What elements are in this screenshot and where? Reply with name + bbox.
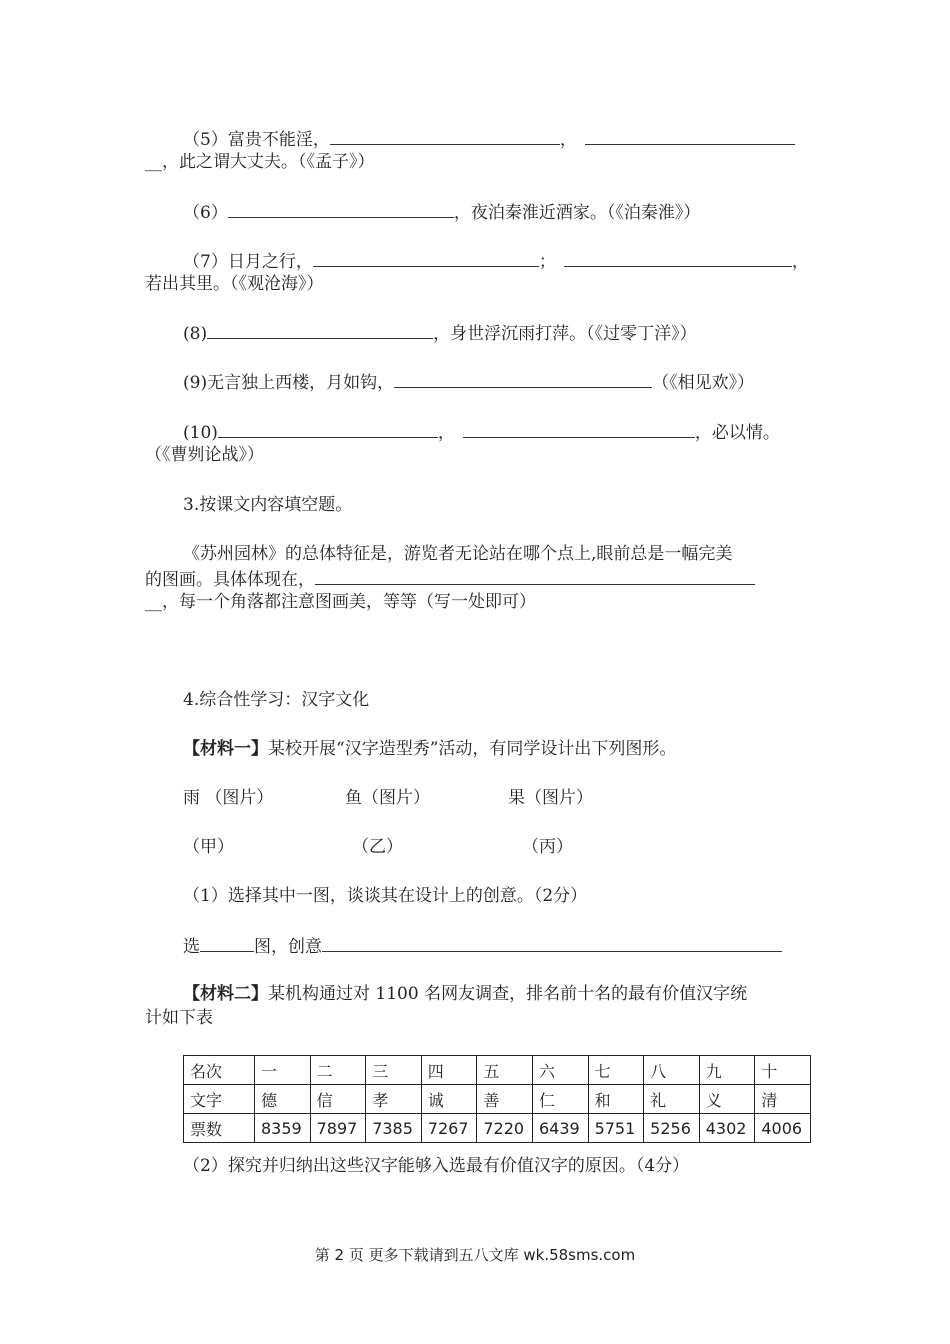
q7-blank-1[interactable] (313, 248, 539, 267)
answer-idea-label: 图，创意 (254, 937, 322, 957)
q6-line (183, 199, 700, 225)
table-cell: 一 (255, 1056, 311, 1085)
table-cell: 7897 (310, 1114, 366, 1143)
table-cell: 5751 (588, 1114, 644, 1143)
row-header: 名次 (184, 1056, 255, 1085)
q6-suffix: ，夜泊秦淮近酒家。（《泊秦淮》） (453, 203, 701, 223)
table-cell: 4302 (699, 1114, 755, 1143)
table-cell: 二 (310, 1056, 366, 1085)
pic-guo-fruit: 果（图片） (508, 788, 593, 808)
q9-prefix: (9)无言独上西楼，月如钩， (183, 373, 395, 393)
table-cell: 礼 (644, 1085, 700, 1114)
table-cell: 德 (255, 1085, 311, 1114)
q7-end: ， (791, 252, 809, 272)
section3-line3-blank: __ (145, 592, 162, 612)
q5-cont-blank: __ (145, 152, 162, 172)
pic-label-jia: （甲） (183, 837, 234, 857)
table-cell: 7385 (366, 1114, 422, 1143)
q10-prefix: (10) (183, 423, 218, 443)
material2-line2: 计如下表 (145, 1008, 213, 1028)
q5-prefix: （5）富贵不能淫， (183, 130, 330, 150)
q7-prefix: （7）日月之行， (183, 252, 313, 272)
section3-line2 (145, 566, 755, 592)
q10-blank-2[interactable] (463, 419, 695, 438)
table-cell: 四 (421, 1056, 477, 1085)
question-1: （1）选择其中一图，谈谈其在设计上的创意。（2分） (183, 886, 588, 906)
table-cell: 七 (588, 1056, 644, 1085)
table-cell: 诚 (421, 1085, 477, 1114)
q5-blank-2[interactable] (585, 126, 795, 145)
q7-cont: 若出其里。（《观沧海》） (145, 274, 324, 294)
section3-line2-prefix: 的图画。具体体现在， (145, 570, 315, 590)
row-header: 文字 (184, 1085, 255, 1114)
table-cell: 义 (699, 1085, 755, 1114)
table-cell: 7267 (421, 1114, 477, 1143)
q5-line2 (145, 150, 375, 174)
top-ten-characters-table (183, 1055, 811, 1143)
q10-cont: （《曹刿论战》） (145, 445, 264, 465)
q8-line (183, 320, 697, 346)
q8-blank[interactable] (207, 320, 433, 339)
table-cell: 九 (699, 1056, 755, 1085)
table-cell: 信 (310, 1085, 366, 1114)
table-cell: 8359 (255, 1114, 311, 1143)
q10-comma: ， (437, 423, 455, 443)
q10-blank-1[interactable] (218, 419, 438, 438)
q10-suffix: ，必以情。 (694, 423, 780, 443)
table-cell: 孝 (366, 1085, 422, 1114)
question-2: （2）探究并归纳出这些汉字能够入选最有价值汉字的原因。（4分） (183, 1156, 690, 1176)
q9-suffix: （《相见欢》） (652, 373, 755, 393)
q7-semicolon: ； (538, 252, 556, 272)
q7-line2 (145, 272, 324, 296)
q10-line2 (145, 443, 264, 467)
q5-line1 (183, 126, 795, 152)
q5-comma: ， (559, 130, 577, 150)
question-1-answer (183, 933, 782, 959)
pic-yu-fish: 鱼（图片） (345, 788, 430, 808)
table-row (184, 1114, 811, 1143)
pic-yu-rain: 雨 （图片） (183, 788, 274, 808)
table-cell: 八 (644, 1056, 700, 1085)
table-cell: 7220 (477, 1114, 533, 1143)
q6-prefix: （6） (183, 203, 228, 223)
q8-prefix: (8) (183, 324, 208, 344)
table-cell: 十 (755, 1056, 811, 1085)
answer-idea-blank[interactable] (322, 933, 782, 952)
table-cell: 六 (532, 1056, 588, 1085)
q10-line1 (183, 419, 780, 445)
q8-suffix: ，身世浮沉雨打萍。（《过零丁洋》） (433, 324, 697, 344)
material2-label: 【材料二】 (183, 984, 268, 1004)
material2-text: 某机构通过对 1100 名网友调查，排名前十名的最有价值汉字统 (268, 984, 748, 1004)
material1 (183, 737, 676, 761)
table-cell: 5256 (644, 1114, 700, 1143)
table-cell: 三 (366, 1056, 422, 1085)
pic-label-yi: （乙） (352, 837, 403, 857)
q7-line1 (183, 248, 809, 274)
table-cell: 清 (755, 1085, 811, 1114)
answer-figure-blank[interactable] (200, 933, 254, 952)
table-row (184, 1056, 811, 1085)
page-footer: 第 2 页 更多下载请到五八文库 wk.58sms.com (314, 1246, 636, 1264)
material1-text: 某校开展“汉字造型秀”活动，有同学设计出下列图形。 (268, 739, 677, 759)
section3-title: 3.按课文内容填空题。 (183, 495, 353, 515)
q9-line (183, 369, 754, 395)
section3-line3-text: ，每一个角落都注意图画美，等等（写一处即可） (162, 592, 536, 612)
q5-cont: ，此之谓大丈夫。（《孟子》） (162, 152, 375, 172)
table-cell: 和 (588, 1085, 644, 1114)
material2-line1 (183, 982, 747, 1006)
table-cell: 仁 (532, 1085, 588, 1114)
section3-blank[interactable] (315, 566, 755, 585)
section3-line3 (145, 590, 536, 614)
table-cell: 五 (477, 1056, 533, 1085)
table-row (184, 1085, 811, 1114)
row-header: 票数 (184, 1114, 255, 1143)
q5-blank-1[interactable] (330, 126, 560, 145)
q9-blank[interactable] (394, 369, 652, 388)
pic-label-bing: （丙） (522, 837, 573, 857)
section4-title: 4.综合性学习：汉字文化 (183, 690, 370, 710)
material1-label: 【材料一】 (183, 739, 268, 759)
answer-select-label: 选 (183, 937, 200, 957)
table-cell: 6439 (532, 1114, 588, 1143)
section3-line1: 《苏州园林》的总体特征是，游览者无论站在哪个点上,眼前总是一幅完美 (183, 544, 733, 564)
table-cell: 4006 (755, 1114, 811, 1143)
q6-blank[interactable] (228, 199, 454, 218)
q7-blank-2[interactable] (564, 248, 792, 267)
table-cell: 善 (477, 1085, 533, 1114)
